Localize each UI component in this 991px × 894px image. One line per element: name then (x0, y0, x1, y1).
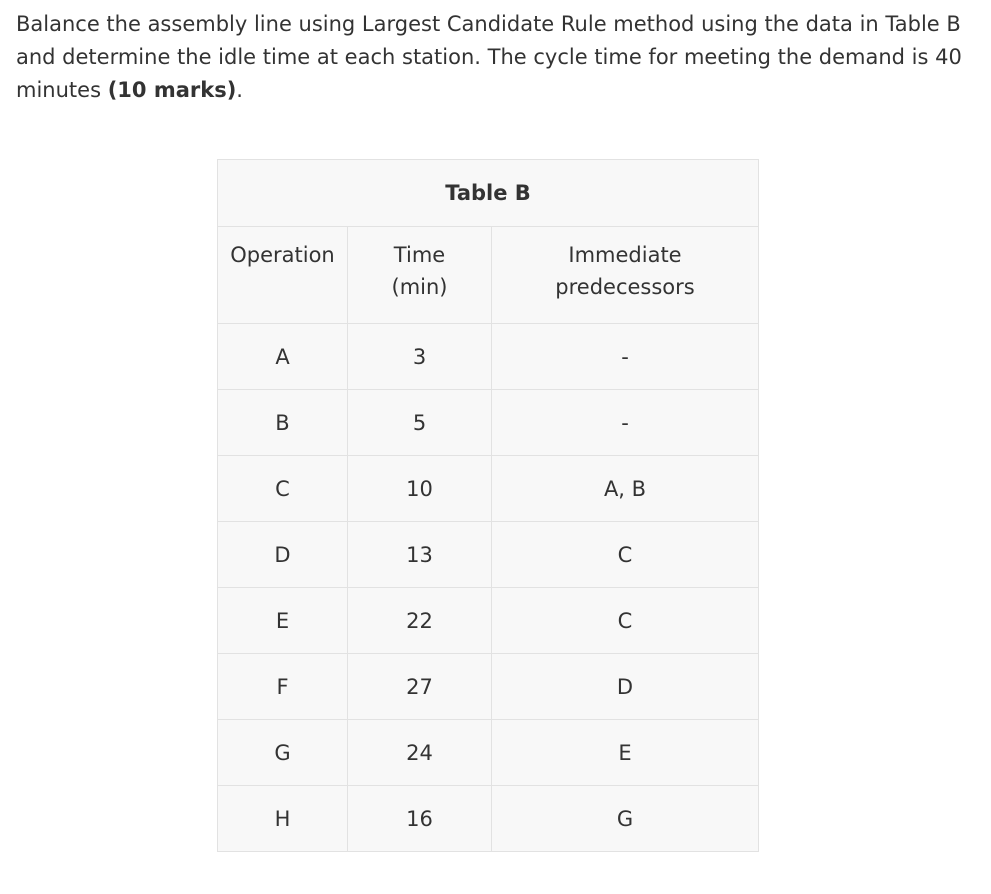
header-time-line1: Time (393, 243, 446, 267)
cell-time: 22 (348, 588, 492, 654)
table-row (218, 456, 759, 522)
cell-operation: D (218, 522, 348, 588)
table-row (218, 720, 759, 786)
cell-operation: F (218, 654, 348, 720)
cell-predecessors: - (492, 390, 759, 456)
cell-operation: B (218, 390, 348, 456)
table-row (218, 654, 759, 720)
header-time-line2: (min) (391, 275, 448, 299)
cell-predecessors: G (492, 786, 759, 852)
cell-time: 3 (348, 324, 492, 390)
cell-time: 16 (348, 786, 492, 852)
cell-operation: G (218, 720, 348, 786)
cell-operation: H (218, 786, 348, 852)
table-row (218, 324, 759, 390)
question-body: Balance the assembly line using Largest Candidate Rule method using the data in Table B and determine the idle time at each station. The cycle time for meeting the demand is 40 minutes (16, 12, 962, 102)
table-row (218, 522, 759, 588)
header-operation (218, 227, 348, 324)
header-predecessors (492, 227, 759, 324)
cell-time: 13 (348, 522, 492, 588)
table-row (218, 588, 759, 654)
table-row (218, 390, 759, 456)
cell-time: 5 (348, 390, 492, 456)
cell-predecessors: A, B (492, 456, 759, 522)
header-pred-line1: Immediate (568, 243, 682, 267)
header-operation-label: Operation (230, 243, 335, 267)
cell-time: 10 (348, 456, 492, 522)
question-text (16, 8, 976, 107)
cell-predecessors: - (492, 324, 759, 390)
table-b (217, 159, 759, 852)
cell-time: 24 (348, 720, 492, 786)
table-caption: Table B (218, 160, 759, 227)
cell-predecessors: D (492, 654, 759, 720)
table-row (218, 786, 759, 852)
question-end: . (236, 78, 243, 102)
cell-predecessors: C (492, 588, 759, 654)
header-pred-line2: predecessors (555, 275, 695, 299)
cell-predecessors: C (492, 522, 759, 588)
cell-time: 27 (348, 654, 492, 720)
header-time (348, 227, 492, 324)
cell-operation: C (218, 456, 348, 522)
cell-operation: E (218, 588, 348, 654)
cell-operation: A (218, 324, 348, 390)
question-marks: (10 marks) (107, 78, 237, 102)
cell-predecessors: E (492, 720, 759, 786)
